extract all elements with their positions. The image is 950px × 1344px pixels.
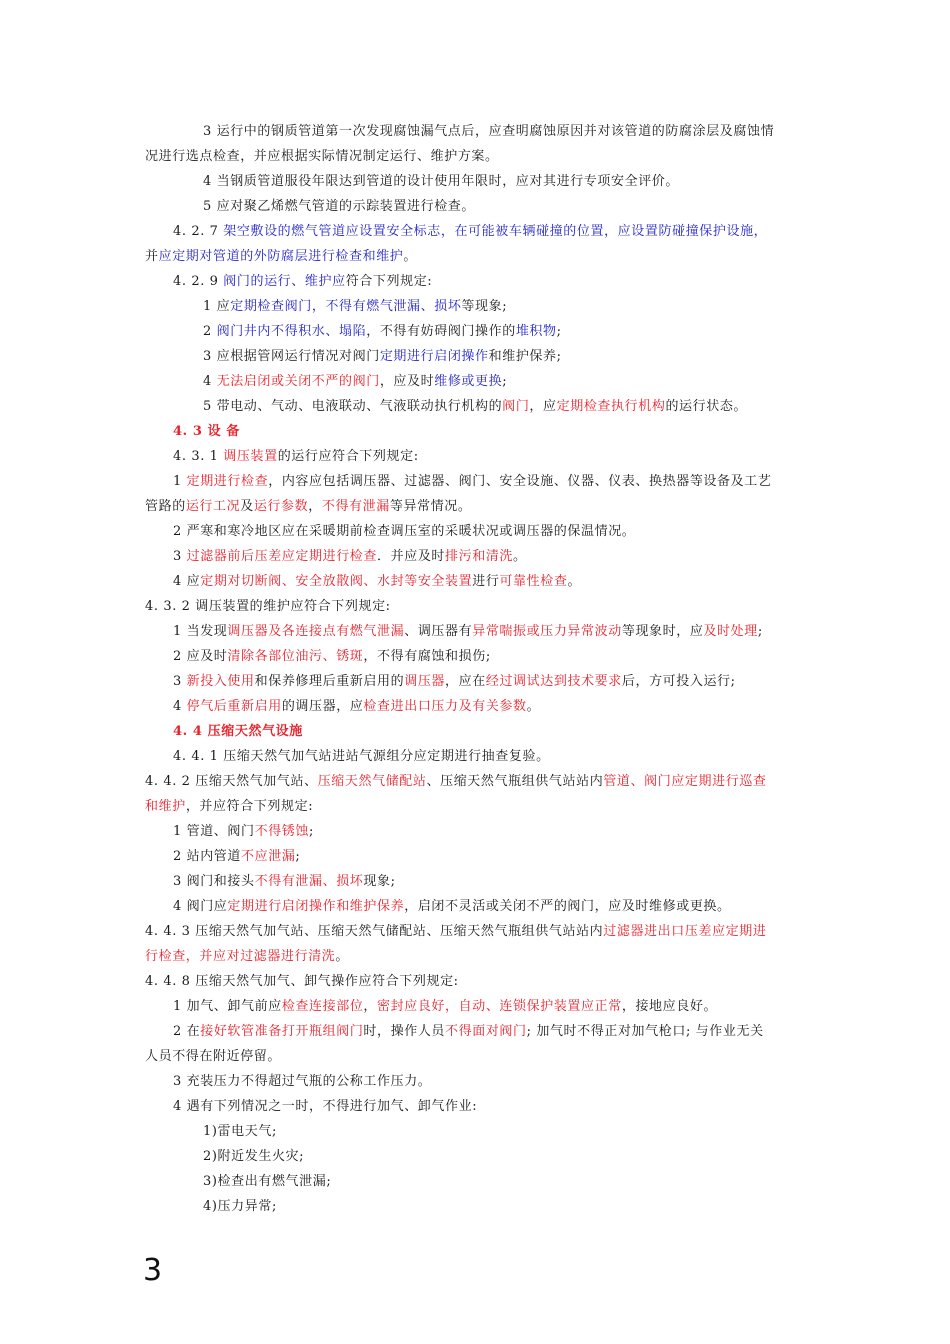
text-line bbox=[145, 1049, 281, 1065]
highlight-red-text: 管道、阀门应定期进行巡查 bbox=[603, 774, 767, 789]
body-text: ; bbox=[295, 849, 301, 864]
text-line bbox=[173, 999, 717, 1015]
body-text: 1 管道、阀门 bbox=[173, 824, 255, 839]
highlight-blue-text: 定期进行启闭操作 bbox=[379, 349, 489, 364]
highlight-red-text: 运行工况 bbox=[185, 499, 241, 514]
body-text: 的运行状态。 bbox=[665, 399, 748, 414]
body-text: 。 bbox=[335, 949, 350, 964]
highlight-red-text: 接好软管准备打开瓶组阀门 bbox=[200, 1024, 364, 1039]
text-line bbox=[203, 299, 507, 315]
body-text: 后，方可投入运行; bbox=[621, 674, 736, 689]
body-text: 4. 2. 9 bbox=[173, 274, 224, 289]
body-text: 和保养修理后重新启用的 bbox=[254, 674, 405, 689]
text-line bbox=[173, 849, 300, 865]
highlight-blue-text: 应定期对管道的外防腐层进行检查和维护 bbox=[158, 249, 404, 264]
body-text: 3 应根据管网运行情况对阀门 bbox=[203, 349, 380, 364]
text-line bbox=[173, 874, 396, 890]
highlight-red-text: 不应泄漏 bbox=[241, 849, 296, 864]
body-text: 并 bbox=[145, 249, 159, 264]
body-text: 时，操作人员 bbox=[363, 1024, 446, 1039]
body-text: 5 应对聚乙烯燃气管道的示踪装置进行检查。 bbox=[203, 199, 476, 214]
highlight-red-text: 阀门 bbox=[502, 399, 530, 414]
body-text: ; 加气时不得正对加气枪口; 与作业无关 bbox=[526, 1024, 764, 1039]
highlight-red-text: 不得面对阀门 bbox=[445, 1024, 527, 1039]
body-text: 4 遇有下列情况之一时，不得进行加气、卸气作业: bbox=[173, 1099, 478, 1114]
body-text: 1 bbox=[173, 474, 187, 489]
body-text: 4. 3. 1 bbox=[173, 449, 224, 464]
text-line bbox=[203, 349, 562, 365]
text-line bbox=[173, 1024, 764, 1040]
highlight-red-text: 4. 4 压缩天然气设施 bbox=[173, 724, 303, 739]
body-text: 况进行选点检查，并应根据实际情况制定运行、维护方案。 bbox=[145, 149, 499, 164]
body-text: 等现象; bbox=[461, 299, 508, 314]
highlight-red-text: 压缩天然气储配站 bbox=[317, 774, 427, 789]
body-text: 2 严寒和寒冷地区应在采暖期前检查调压室的采暖状况或调压器的保温情况。 bbox=[173, 524, 636, 539]
body-text: 1 应 bbox=[203, 299, 231, 314]
text-line bbox=[145, 599, 391, 615]
body-text: 等现象时，应 bbox=[621, 624, 704, 639]
highlight-red-text: 清除各部位油污、锈斑 bbox=[227, 649, 364, 664]
body-text: 4. 3. 2 调压装置的维护应符合下列规定: bbox=[145, 599, 391, 614]
highlight-red-text: 定期进行检查 bbox=[186, 474, 269, 489]
body-text: ，应及时 bbox=[379, 374, 435, 389]
highlight-red-text: 检查进出口压力及有关参数 bbox=[363, 699, 527, 714]
body-text: 符合下列规定: bbox=[345, 274, 433, 289]
body-text: 、压缩天然气瓶组供气站站内 bbox=[426, 774, 604, 789]
body-text: 4. 4. 3 压缩天然气加气站、压缩天然气储配站、压缩天然气瓶组供气站站内 bbox=[145, 924, 604, 939]
highlight-blue-text: 阀门井内不得积水、塌陷 bbox=[216, 324, 367, 339]
body-text: ，并应符合下列规定: bbox=[185, 799, 314, 814]
text-line bbox=[203, 1199, 277, 1215]
text-line bbox=[173, 574, 581, 590]
body-text: 2 应及时 bbox=[173, 649, 228, 664]
body-text: 2 站内管道 bbox=[173, 849, 242, 864]
body-text: 4. 2. 7 bbox=[173, 224, 224, 239]
highlight-red-text: 定期检查执行机构 bbox=[556, 399, 666, 414]
body-text: 。 bbox=[513, 549, 527, 564]
highlight-red-text: 过滤器前后压差应定期进行检查 bbox=[186, 549, 378, 564]
highlight-red-text: 调压器 bbox=[404, 674, 446, 689]
body-text: 4. 4. 2 压缩天然气加气站、 bbox=[145, 774, 318, 789]
highlight-red-text: 无法启闭或关闭不严的阀门 bbox=[216, 374, 380, 389]
text-line bbox=[145, 249, 417, 265]
body-text: 2 bbox=[203, 324, 217, 339]
text-line bbox=[203, 124, 774, 140]
body-text: 4 bbox=[203, 374, 217, 389]
body-text: 的调压器，应 bbox=[281, 699, 364, 714]
body-text: 3 阀门和接头 bbox=[173, 874, 255, 889]
body-text: ; bbox=[309, 824, 314, 839]
text-line bbox=[173, 474, 771, 490]
body-text: 3 充装压力不得超过气瓶的公称工作压力。 bbox=[173, 1074, 432, 1089]
body-text: ， bbox=[308, 499, 322, 514]
highlight-red-text: 排污和清洗 bbox=[445, 549, 514, 564]
text-line bbox=[145, 149, 499, 165]
body-text: 。 bbox=[526, 699, 541, 714]
body-text: ，接地应良好。 bbox=[621, 999, 718, 1014]
body-text: 1 加气、卸气前应 bbox=[173, 999, 282, 1014]
highlight-red-text: 调压装置 bbox=[223, 449, 278, 464]
highlight-red-text: 定期对切断阀、安全放散阀、水封等安全装置 bbox=[200, 574, 473, 589]
body-text: 4 阀门应 bbox=[173, 899, 228, 914]
body-text: 的运行应符合下列规定: bbox=[277, 449, 419, 464]
text-line bbox=[203, 1124, 277, 1140]
highlight-red-text: 4. 3 设 备 bbox=[173, 424, 240, 439]
body-text: 和维护保养; bbox=[488, 349, 562, 364]
highlight-red-text: 不得有泄漏、损坏 bbox=[254, 874, 364, 889]
text-line bbox=[173, 624, 763, 640]
text-line bbox=[173, 1074, 431, 1090]
text-line bbox=[173, 749, 550, 765]
text-line bbox=[203, 1149, 304, 1165]
highlight-red-text: 调压器及各连接点有燃气泄漏 bbox=[227, 624, 405, 639]
highlight-red-text: 运行参数 bbox=[253, 499, 309, 514]
highlight-blue-text: 定期检查阀门，不得有燃气泄漏、损坏 bbox=[230, 299, 462, 314]
highlight-red-text: 密封应良好，自动、连锁保护装置应正常 bbox=[377, 999, 622, 1014]
body-text: 管路的 bbox=[145, 499, 186, 514]
body-text: 5 带电动、气动、电液联动、气液联动执行机构的 bbox=[203, 399, 503, 414]
body-text: 进行 bbox=[472, 574, 500, 589]
text-line bbox=[203, 174, 679, 190]
text-line bbox=[145, 799, 313, 815]
text-line bbox=[145, 924, 766, 940]
body-text: ，应在 bbox=[445, 674, 486, 689]
body-text: 3)检查出有燃气泄漏; bbox=[203, 1174, 332, 1189]
highlight-red-text: 检查连接部位 bbox=[281, 999, 364, 1014]
body-text: 等异常情况。 bbox=[389, 499, 472, 514]
highlight-red-text: 经过调试达到技术要求 bbox=[485, 674, 622, 689]
body-text: 4 当钢质管道服役年限达到管道的设计使用年限时，应对其进行专项安全评价。 bbox=[203, 174, 680, 189]
text-line bbox=[203, 399, 747, 415]
text-line bbox=[203, 374, 507, 390]
body-text: 4)压力异常; bbox=[203, 1199, 277, 1214]
text-line bbox=[173, 899, 731, 915]
highlight-red-text: 不得有泄漏 bbox=[321, 499, 390, 514]
body-text: ，内容应包括调压器、过滤器、阀门、安全设施、仪器、仪表、换热器等设备及工艺 bbox=[268, 474, 772, 489]
body-text: 1)雷电天气; bbox=[203, 1124, 277, 1139]
page-number: 3 bbox=[143, 1253, 163, 1288]
highlight-red-text: 和维护 bbox=[145, 799, 186, 814]
body-text: ， bbox=[363, 999, 378, 1014]
text-line bbox=[203, 324, 562, 340]
body-text: ．并应及时 bbox=[377, 549, 446, 564]
highlight-blue-text: 堆积物 bbox=[515, 324, 557, 339]
body-text: 1 当发现 bbox=[173, 624, 228, 639]
body-text: ; bbox=[502, 374, 508, 389]
body-text: 人员不得在附近停留。 bbox=[145, 1049, 282, 1064]
text-line bbox=[173, 549, 527, 565]
body-text: 、调压器有 bbox=[404, 624, 473, 639]
body-text: ; bbox=[757, 624, 763, 639]
body-text: ，不得有腐蚀和损伤; bbox=[363, 649, 491, 664]
body-text: 4 bbox=[173, 699, 187, 714]
body-text: 4. 4. 8 压缩天然气加气、卸气操作应符合下列规定: bbox=[145, 974, 459, 989]
text-line bbox=[173, 674, 736, 690]
text-line bbox=[203, 199, 475, 215]
text-line bbox=[145, 974, 459, 990]
body-text: 4. 4. 1 压缩天然气加气站进站气源组分应定期进行抽查复验。 bbox=[173, 749, 550, 764]
highlight-blue-text: 阀门的运行、维护应 bbox=[223, 274, 346, 289]
body-text: 2)附近发生火灾; bbox=[203, 1149, 305, 1164]
text-line bbox=[145, 774, 767, 790]
text-line bbox=[203, 1174, 331, 1190]
body-text: 及 bbox=[240, 499, 254, 514]
text-line bbox=[145, 949, 349, 965]
text-line bbox=[173, 424, 240, 440]
highlight-blue-text: 维修或更换 bbox=[434, 374, 503, 389]
highlight-red-text: 及时处理 bbox=[703, 624, 758, 639]
body-text: 。 bbox=[403, 249, 418, 264]
body-text: ，应 bbox=[529, 399, 557, 414]
body-text: 2 在 bbox=[173, 1024, 201, 1039]
text-line bbox=[173, 1099, 477, 1115]
text-line bbox=[145, 499, 471, 515]
body-text: ，启闭不灵活或关闭不严的阀门，应及时维修或更换。 bbox=[404, 899, 731, 914]
body-text: 3 运行中的钢质管道第一次发现腐蚀漏气点后，应查明腐蚀原因并对该管道的防腐涂层及腐蚀情 bbox=[203, 124, 775, 139]
highlight-red-text: 过滤器进出口压差应定期进 bbox=[603, 924, 767, 939]
body-text: 3 bbox=[173, 674, 187, 689]
highlight-red-text: 行检查，并应对过滤器进行清洗 bbox=[145, 949, 336, 964]
text-line bbox=[173, 824, 314, 840]
text-line bbox=[173, 699, 540, 715]
highlight-red-text: 不得锈蚀 bbox=[254, 824, 310, 839]
highlight-red-text: 新投入使用 bbox=[186, 674, 255, 689]
body-text: 3 bbox=[173, 549, 187, 564]
text-line bbox=[173, 524, 635, 540]
text-line bbox=[173, 724, 303, 740]
highlight-red-text: 停气后重新启用 bbox=[186, 699, 282, 714]
highlight-red-text: 异常喘振或压力异常波动 bbox=[472, 624, 622, 639]
text-line bbox=[173, 449, 419, 465]
text-line bbox=[173, 274, 432, 290]
text-line bbox=[173, 649, 491, 665]
body-text: 。 bbox=[567, 574, 582, 589]
body-text: 4 应 bbox=[173, 574, 201, 589]
body-text: 现象; bbox=[363, 874, 396, 889]
highlight-red-text: 定期进行启闭操作和维护保养 bbox=[227, 899, 405, 914]
highlight-red-text: 可靠性检查 bbox=[499, 574, 568, 589]
highlight-blue-text: 架空敷设的燃气管道应设置安全标志，在可能被车辆碰撞的位置，应设置防碰撞保护设施， bbox=[223, 224, 768, 239]
body-text: ; bbox=[556, 324, 562, 339]
body-text: ，不得有妨碍阀门操作的 bbox=[366, 324, 516, 339]
text-line bbox=[173, 224, 767, 240]
